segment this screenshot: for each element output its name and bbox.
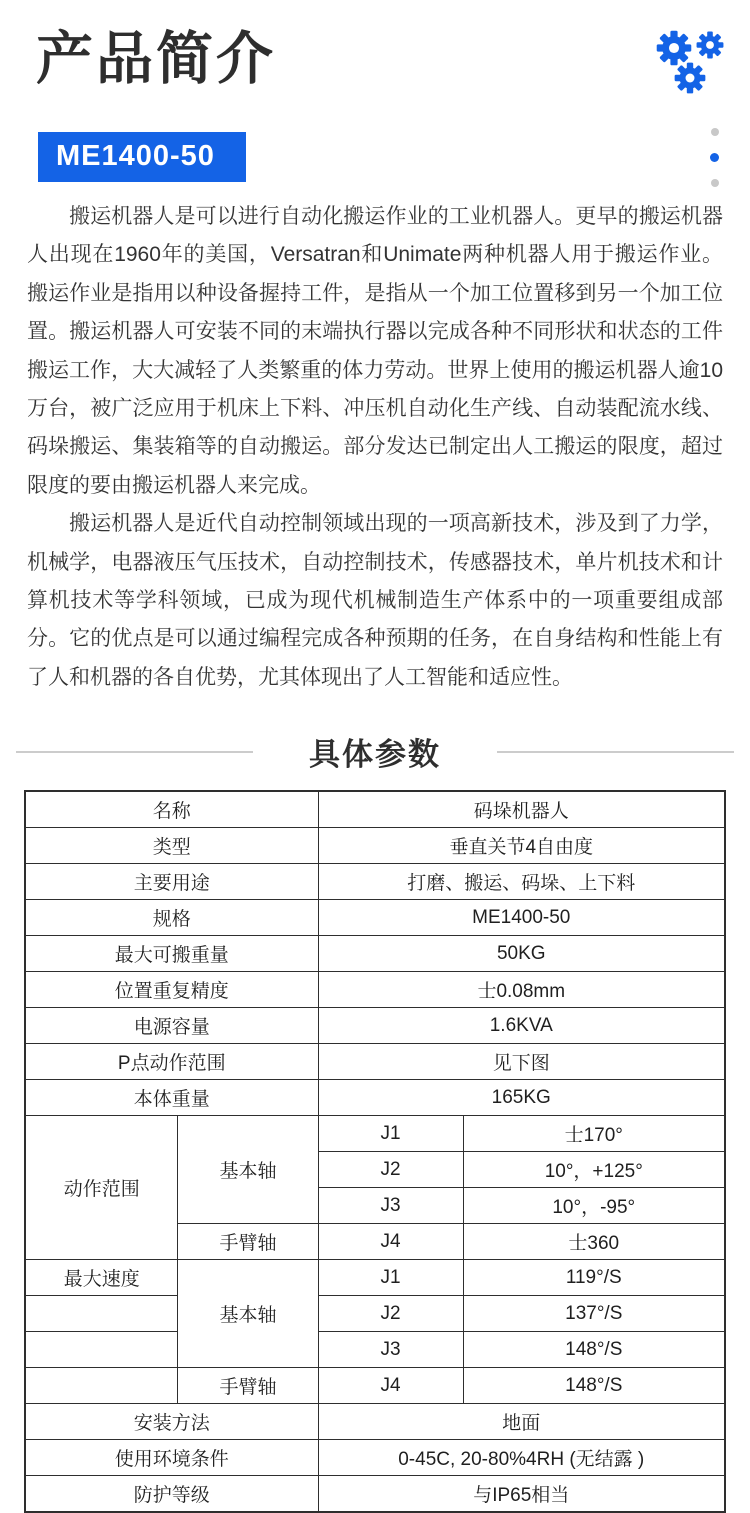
spec-value: 码垛机器人	[318, 791, 725, 828]
joint-label: J4	[318, 1368, 463, 1404]
table-row	[25, 864, 725, 900]
spec-group-label: 动作范围	[25, 1116, 178, 1260]
table-row	[25, 1404, 725, 1440]
spec-label: 名称	[25, 791, 318, 828]
intro-paragraph-1: 搬运机器人是可以进行自动化搬运作业的工业机器人。更早的搬运机器人出现在1960年的美国，Versatran和Unimate两种机器人用于搬运作业。搬运作业是指用以种设备握持工件，是指从一个加工位置移到另一个加工位置。搬运机器人可安装不同的末端执行器以完成各种不同形状和状态的工件搬运工作，大大减轻了人类繁重的体力劳动。世界上使用的搬运机器人逾10万台，被广泛应用于机床上下料、冲压机自动化生产线、自动装配流水线、码垛搬运、集装箱等的自动搬运。部分发达已制定出人工搬运的限度，超过限度的要由搬运机器人来完成。	[27, 205, 723, 497]
spec-label: 位置重复精度	[25, 972, 318, 1008]
spec-label: 使用环境条件	[25, 1440, 318, 1476]
spec-label: 安装方法	[25, 1404, 318, 1440]
joint-value: 10°，+125°	[463, 1152, 725, 1188]
spec-value: 见下图	[318, 1044, 725, 1080]
joint-value: 148°/S	[463, 1332, 725, 1368]
spec-value: 1.6KVA	[318, 1008, 725, 1044]
page-title: 产品简介	[36, 27, 276, 91]
spec-value: 50KG	[318, 936, 725, 972]
table-row	[25, 1296, 725, 1332]
table-row	[25, 1476, 725, 1513]
joint-value: 士170°	[463, 1116, 725, 1152]
gear-icon	[674, 62, 706, 94]
table-row	[25, 1332, 725, 1368]
axis-label: 手臂轴	[178, 1224, 318, 1260]
spec-value: 0-45C, 20-80%4RH (无结露 )	[318, 1440, 725, 1476]
spec-label: 电源容量	[25, 1008, 318, 1044]
intro-section	[0, 182, 750, 697]
joint-value: 137°/S	[463, 1296, 725, 1332]
axis-label: 手臂轴	[178, 1368, 318, 1404]
pagination-dot[interactable]	[711, 128, 719, 136]
empty-cell	[25, 1332, 178, 1368]
joint-label: J2	[318, 1296, 463, 1332]
spec-group-label: 最大速度	[25, 1260, 178, 1296]
joint-label: J3	[318, 1188, 463, 1224]
pagination-dot-active[interactable]	[710, 153, 719, 162]
table-row	[25, 1440, 725, 1476]
spec-label: 防护等级	[25, 1476, 318, 1513]
model-badge: ME1400-50	[38, 132, 246, 182]
axis-label: 基本轴	[178, 1260, 318, 1368]
spec-value: 165KG	[318, 1080, 725, 1116]
joint-label: J3	[318, 1332, 463, 1368]
pagination-dots	[710, 128, 719, 187]
joint-value: 10°，-95°	[463, 1188, 725, 1224]
spec-value: 地面	[318, 1404, 725, 1440]
spec-label: P点动作范围	[25, 1044, 318, 1080]
spec-value: 垂直关节4自由度	[318, 828, 725, 864]
axis-label: 基本轴	[178, 1116, 318, 1224]
joint-value: 士360	[463, 1224, 725, 1260]
table-row	[25, 1008, 725, 1044]
spec-value: ME1400-50	[318, 900, 725, 936]
table-row	[25, 936, 725, 972]
table-row	[25, 1080, 725, 1116]
table-row	[25, 1116, 725, 1152]
joint-value: 148°/S	[463, 1368, 725, 1404]
table-row	[25, 972, 725, 1008]
table-row	[25, 1044, 725, 1080]
table-row	[25, 791, 725, 828]
intro-paragraph-2: 搬运机器人是近代自动控制领域出现的一项高新技术，涉及到了力学，机械学，电器液压气压技术，自动控制技术，传感器技术，单片机技术和计算机技术等学科领域，已成为现代机械制造生产体系中的一项重要组成部分。它的优点是可以通过编程完成各种预期的任务，在自身结构和性能上有了人和机器的各自优势，尤其体现出了人工智能和适应性。	[27, 512, 723, 689]
spec-value: 与IP65相当	[318, 1476, 725, 1513]
pagination-dot[interactable]	[711, 179, 719, 187]
gear-icon	[696, 31, 724, 59]
spec-label: 本体重量	[25, 1080, 318, 1116]
spec-label: 最大可搬重量	[25, 936, 318, 972]
divider-line-left	[16, 751, 253, 753]
empty-cell	[25, 1368, 178, 1404]
section-head	[0, 729, 750, 774]
table-row	[25, 1260, 725, 1296]
divider-line-right	[497, 751, 734, 753]
spec-table	[24, 790, 726, 1513]
joint-label: J2	[318, 1152, 463, 1188]
spec-value: 打磨、搬运、码垛、上下料	[318, 864, 725, 900]
table-row	[25, 900, 725, 936]
joint-label: J1	[318, 1260, 463, 1296]
spec-label: 主要用途	[25, 864, 318, 900]
joint-value: 119°/S	[463, 1260, 725, 1296]
spec-value: 士0.08mm	[318, 972, 725, 1008]
gear-icon	[656, 30, 692, 66]
joint-label: J4	[318, 1224, 463, 1260]
empty-cell	[25, 1296, 178, 1332]
table-row	[25, 828, 725, 864]
section-title: 具体参数	[309, 737, 441, 773]
spec-label: 规格	[25, 900, 318, 936]
spec-label: 类型	[25, 828, 318, 864]
joint-label: J1	[318, 1116, 463, 1152]
triple-gear-icon	[654, 28, 732, 106]
table-row	[25, 1368, 725, 1404]
